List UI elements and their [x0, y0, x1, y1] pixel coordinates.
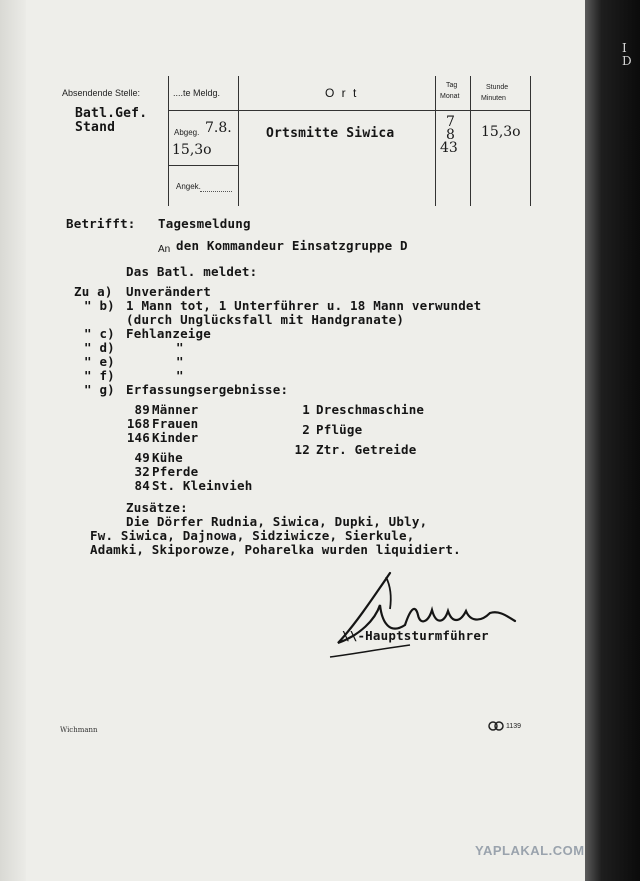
subject-text: Tagesmeldung	[158, 216, 251, 231]
betrifft-label: Betrifft:	[66, 216, 136, 231]
abgeg-date: 7.8.	[205, 120, 232, 136]
item-prefix: " c)	[84, 326, 115, 341]
ort-value: Ortsmitte Siwica	[266, 126, 395, 141]
item-prefix: " d)	[84, 340, 115, 355]
item-text: "	[176, 354, 184, 369]
printer-logo-icon	[488, 720, 504, 732]
time-value: 15,3o	[481, 124, 521, 140]
result-item: Männer	[152, 402, 199, 417]
recipient-text: den Kommandeur Einsatzgruppe D	[176, 238, 408, 253]
zusaetze-label: Zusätze:	[126, 500, 188, 515]
item-prefix: " e)	[84, 354, 115, 369]
angek-label: Angek.	[176, 182, 201, 191]
abgeg-label: Abgeg.	[174, 128, 200, 137]
result-qty: 168	[126, 416, 150, 431]
item-prefix: " f)	[84, 368, 115, 383]
monat-label: Monat	[440, 93, 460, 100]
result-item: Kinder	[152, 430, 199, 445]
item-prefix: " g)	[84, 382, 115, 397]
stamp-number: 1139	[506, 723, 522, 730]
item-prefix: " b)	[84, 298, 115, 313]
zusaetze-line: Fw. Siwica, Dajnowa, Sidziwicze, Sierkule,	[90, 528, 415, 543]
item-text: Fehlanzeige	[126, 326, 211, 341]
result-item: Frauen	[152, 416, 199, 431]
abgeg-time: 15,3o	[172, 142, 212, 158]
next-page-text: I D	[622, 41, 632, 68]
ort-header: O r t	[325, 86, 359, 100]
zusaetze-line: Die Dörfer Rudnia, Siwica, Dupki, Ubly,	[126, 514, 428, 529]
item-text: "	[176, 340, 184, 355]
tag-label: Tag	[446, 82, 458, 89]
an-label: An	[158, 244, 171, 255]
next-page-edge	[585, 0, 640, 881]
year-value: 43	[440, 140, 458, 156]
item-text: (durch Unglücksfall mit Handgranate)	[126, 312, 405, 327]
result-item: Pferde	[152, 464, 199, 479]
result-item: Ztr. Getreide	[316, 442, 417, 457]
handwritten-signature	[320, 565, 530, 665]
zusaetze-line: Adamki, Skiporowze, Poharelka wurden liquidiert.	[90, 542, 461, 557]
stunde-label: Stunde	[486, 84, 509, 91]
result-item: Dreschmaschine	[316, 402, 425, 417]
sender-line-1: Batl.Gef.	[75, 106, 148, 121]
item-prefix: Zu a)	[74, 284, 113, 299]
result-qty: 49	[134, 450, 150, 465]
result-item: Pflüge	[316, 422, 363, 437]
result-qty: 84	[134, 478, 150, 493]
item-text: "	[176, 368, 184, 383]
report-intro: Das Batl. meldet:	[126, 264, 258, 279]
item-text: 1 Mann tot, 1 Unterführer u. 18 Mann verwundet	[126, 298, 482, 313]
minuten-label: Minuten	[481, 95, 506, 102]
item-text: Erfassungsergebnisse:	[126, 382, 289, 397]
printer-mark: Wichmann	[60, 726, 98, 734]
day-value: 7	[446, 114, 455, 130]
result-item: St. Kleinvieh	[152, 478, 253, 493]
page-shadow	[0, 0, 26, 881]
site-watermark: YAPLAKAL.COM	[475, 843, 585, 858]
sender-line-2: Stand	[75, 120, 116, 135]
sender-label: Absendende Stelle:	[62, 88, 141, 98]
rank-label: \\-Hauptsturmführer	[342, 628, 489, 643]
result-qty: 1	[302, 402, 310, 417]
result-qty: 89	[134, 402, 150, 417]
item-text: Unverändert	[126, 284, 211, 299]
result-qty: 2	[302, 422, 310, 437]
result-item: Kühe	[152, 450, 183, 465]
result-qty: 32	[134, 464, 150, 479]
result-qty: 12	[294, 442, 310, 457]
result-qty: 146	[126, 430, 150, 445]
month-value: 8	[446, 127, 455, 143]
meldg-label: ....te Meldg.	[173, 88, 221, 98]
